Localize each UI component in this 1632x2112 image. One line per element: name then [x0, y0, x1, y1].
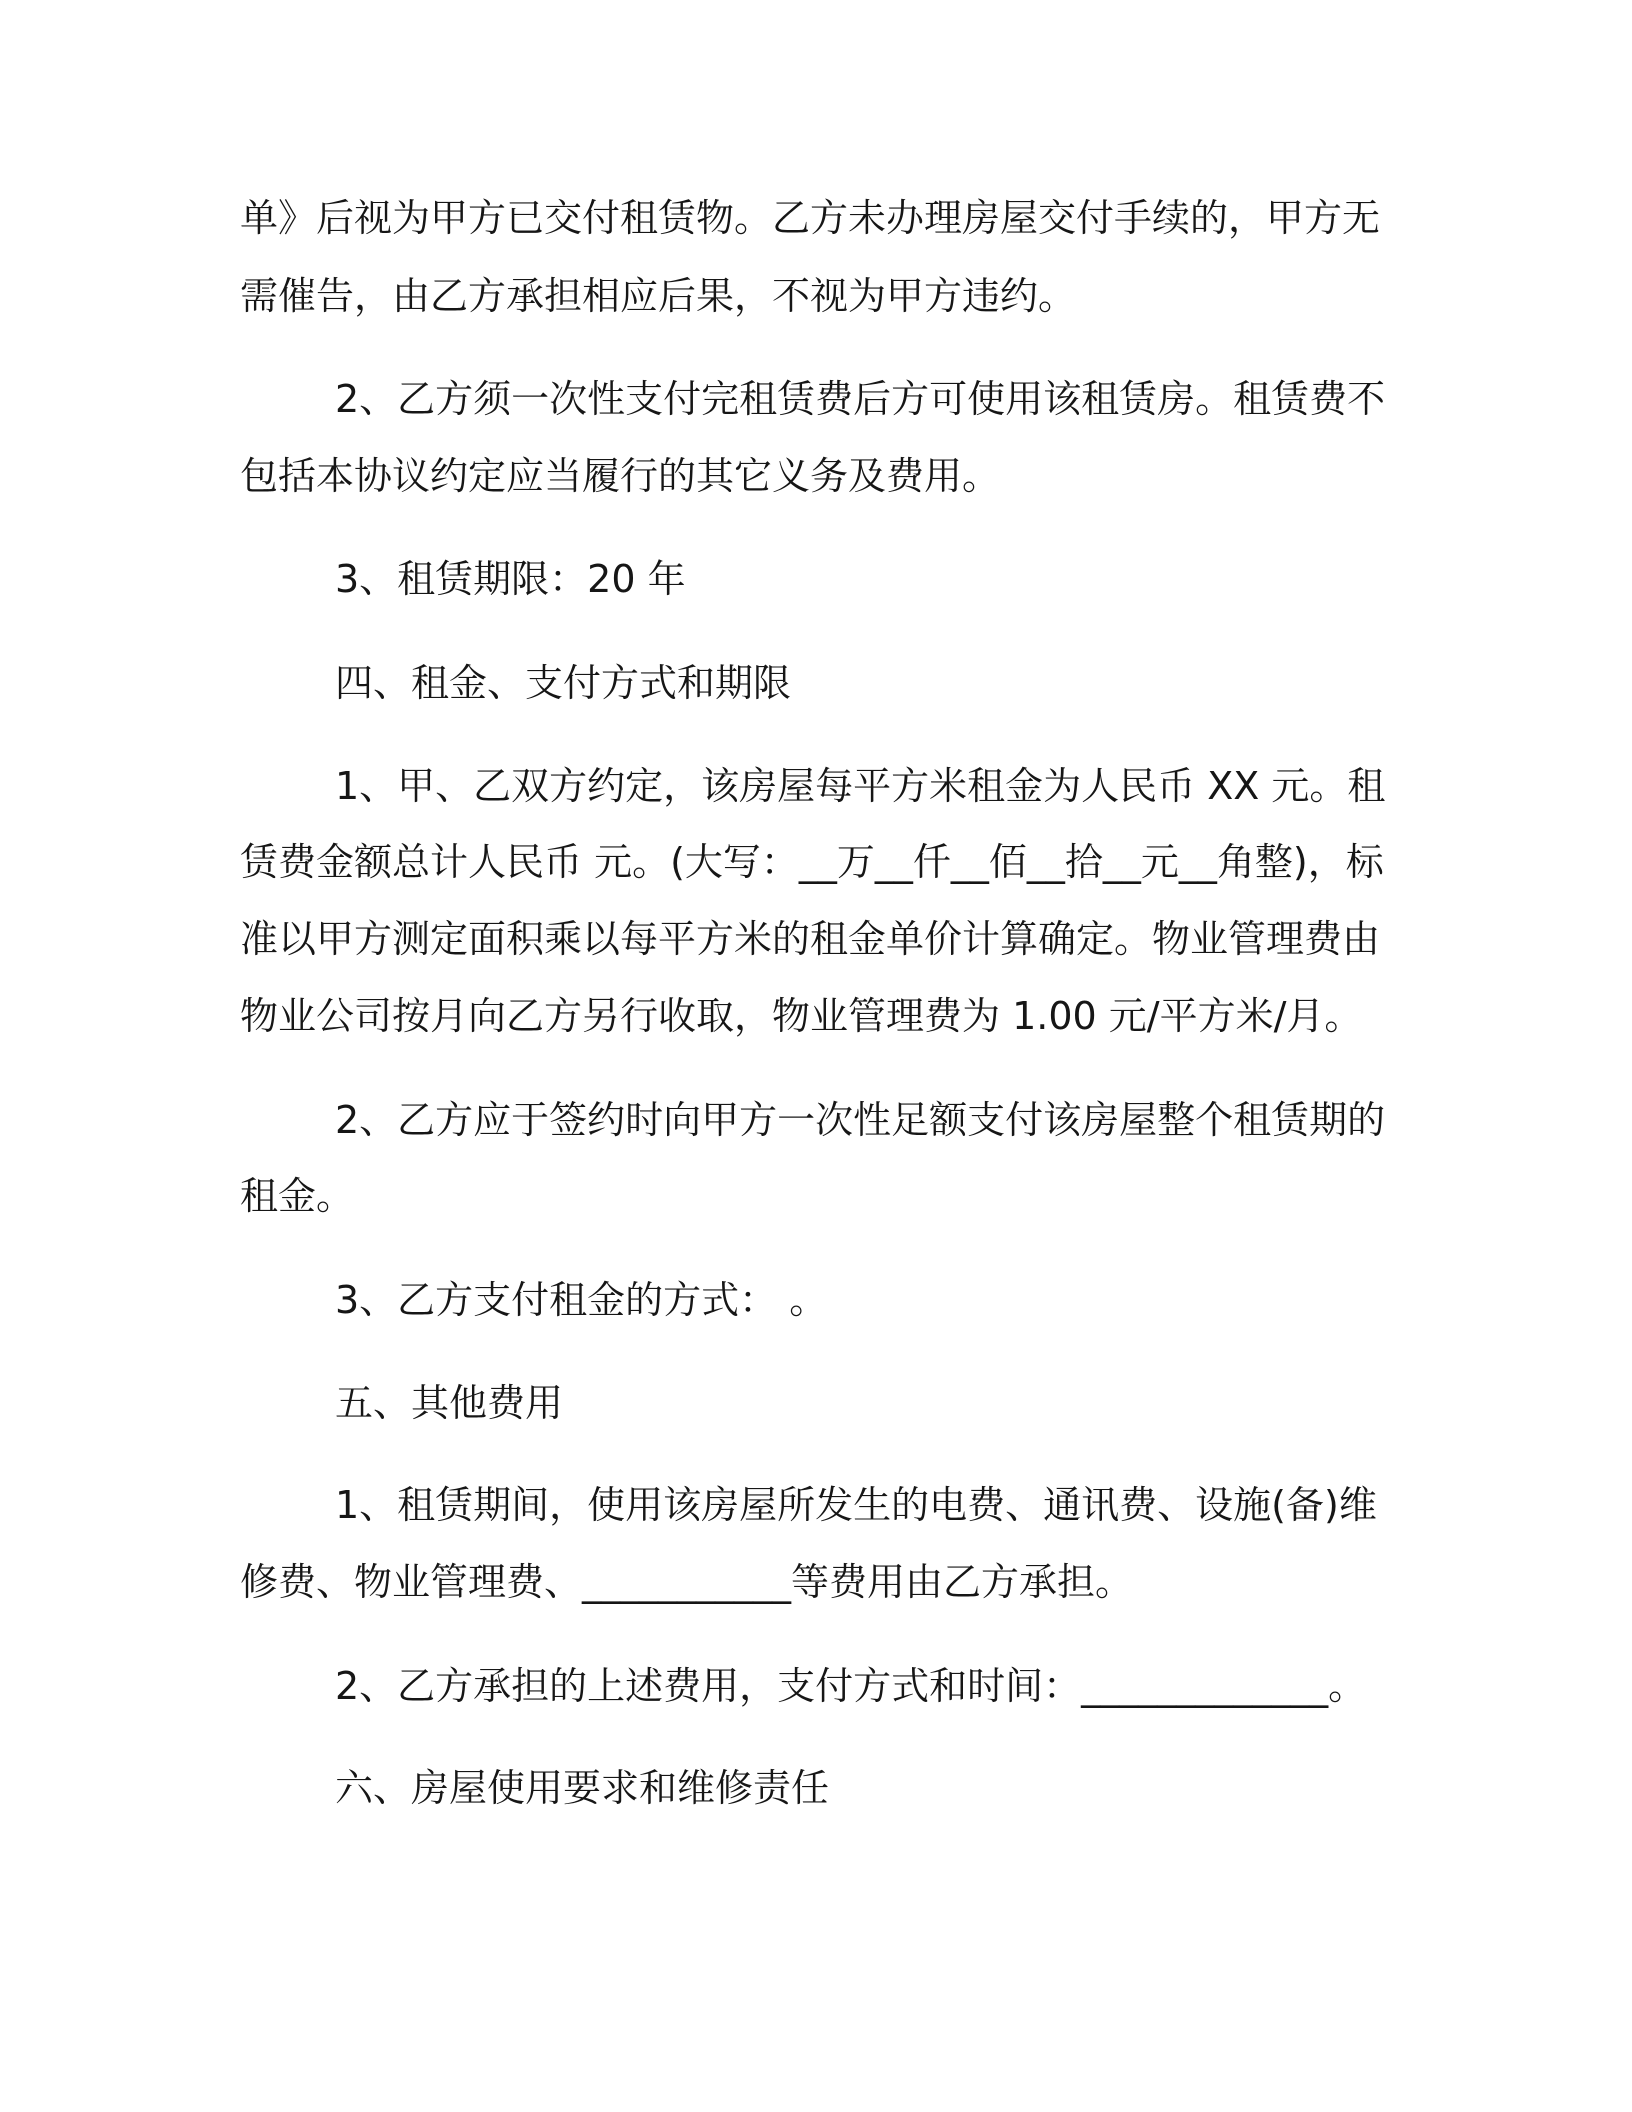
text-line: 1、甲、乙双方约定，该房屋每平方米租金为人民币 XX 元。租: [335, 764, 1386, 808]
text-line: 3、租赁期限：20 年: [335, 557, 686, 601]
section-heading: 六、房屋使用要求和维修责任: [335, 1766, 830, 1810]
section-heading: 四、租金、支付方式和期限: [335, 661, 792, 705]
text-line: 需催告，由乙方承担相应后果，不视为甲方违约。: [240, 274, 1077, 318]
text-line: 包括本协议约定应当履行的其它义务及费用。: [240, 454, 1001, 498]
text-line: 2、乙方须一次性支付完租赁费后方可使用该租赁房。租赁费不: [335, 377, 1386, 421]
text-line: 2、乙方应于签约时向甲方一次性足额支付该房屋整个租赁期的: [335, 1098, 1386, 1142]
text-line: 2、乙方承担的上述费用，支付方式和时间：_____________。: [335, 1664, 1367, 1708]
text-line: 准以甲方测定面积乘以每平方米的租金单价计算确定。物业管理费由: [240, 917, 1381, 961]
text-line: 物业公司按月向乙方另行收取，物业管理费为 1.00 元/平方米/月。: [240, 994, 1363, 1038]
text-line: 单》后视为甲方已交付租赁物。乙方未办理房屋交付手续的，甲方无: [240, 196, 1381, 240]
text-line: 赁费金额总计人民币 元。(大写：__万__仟__佰__拾__元__角整)，标: [240, 840, 1384, 884]
text-line: 租金。: [240, 1174, 355, 1218]
text-line: 3、乙方支付租金的方式： 。: [335, 1278, 828, 1322]
text-line: 修费、物业管理费、___________等费用由乙方承担。: [240, 1560, 1134, 1604]
section-heading: 五、其他费用: [335, 1381, 564, 1425]
text-line: 1、租赁期间，使用该房屋所发生的电费、通讯费、设施(备)维: [335, 1483, 1377, 1527]
